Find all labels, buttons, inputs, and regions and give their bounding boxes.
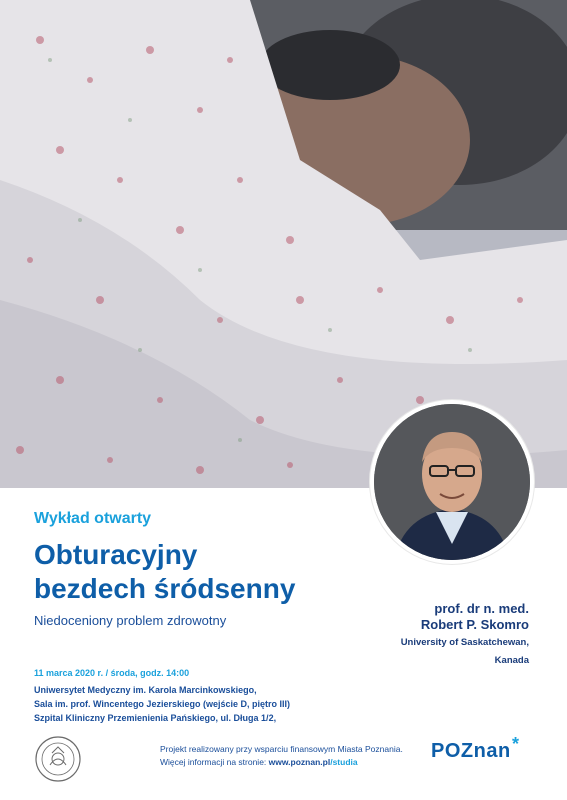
speaker-name: Robert P. Skomro xyxy=(420,617,529,632)
speaker-affiliation-2: Kanada xyxy=(494,655,529,666)
poznan-logo: POZnan xyxy=(431,740,511,762)
url-main: www.poznan.pl xyxy=(268,757,331,767)
poznan-logo-star-icon: * xyxy=(512,734,520,754)
speaker-affiliation-1: University of Saskatchewan, xyxy=(400,637,529,648)
venue-line-1: Uniwersytet Medyczny im. Karola Marcinkowskiego, xyxy=(34,685,257,695)
university-seal-icon xyxy=(34,735,82,783)
portrait-illustration xyxy=(374,404,530,560)
lecture-type: Wykład otwarty xyxy=(34,510,152,527)
website-link[interactable] xyxy=(269,757,358,767)
info-line xyxy=(160,756,403,769)
speaker-info xyxy=(401,601,529,669)
event-venue xyxy=(34,683,290,725)
event-title xyxy=(34,538,354,606)
venue-line-2: Sala im. prof. Wincentego Jezierskiego (wejście D, piętro III) xyxy=(34,699,290,709)
title-line-2: bezdech śródsenny xyxy=(34,573,296,604)
footer-text xyxy=(160,743,403,769)
venue-line-3: Szpital Kliniczny Przemienienia Pańskiego, ul. Długa 1/2, xyxy=(34,713,277,723)
funding-note: Projekt realizowany przy wsparciu finansowym Miasta Poznania. xyxy=(160,744,403,754)
speaker-title: prof. dr n. med. xyxy=(434,601,529,616)
url-path: studia xyxy=(332,757,358,767)
event-date: 11 marca 2020 r. / środa, godz. 14:00 xyxy=(34,668,190,678)
url-slash: / xyxy=(330,757,333,767)
speaker-portrait xyxy=(370,400,534,564)
info-prefix: Więcej informacji na stronie: xyxy=(160,757,269,767)
title-line-1: Obturacyjny xyxy=(34,539,198,570)
event-subtitle: Niedoceniony problem zdrowotny xyxy=(34,613,227,628)
